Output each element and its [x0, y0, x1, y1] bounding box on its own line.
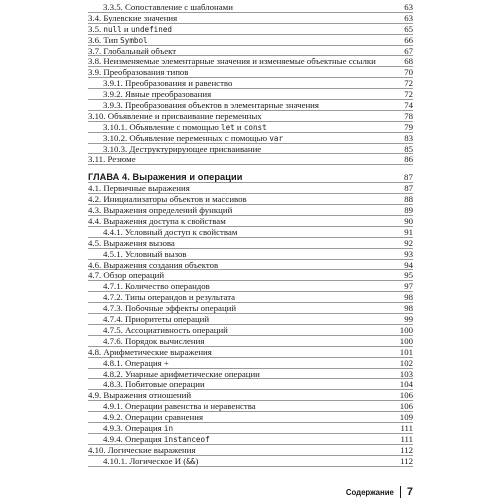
toc-entry-page: 112 [400, 444, 413, 455]
title-fragment: 3.8. Неизменяемые элементарные значения и изменяемые объектные ссылки [88, 56, 376, 67]
title-fragment: 3.10.3. Деструктурирующее присваивание [103, 143, 262, 154]
title-fragment: 3.7. Глобальный объект [88, 45, 177, 56]
title-fragment: 4.7.4. Приоритеты операций [103, 314, 210, 325]
toc-entry-title [88, 154, 136, 165]
toc-entry-page: 106 [399, 390, 413, 401]
toc-entry-title [103, 100, 319, 111]
title-fragment: 4.9.4. Операция [103, 433, 164, 444]
toc-entry[interactable] [88, 445, 413, 456]
toc-entry[interactable] [88, 133, 413, 144]
code-fragment: const [243, 122, 267, 132]
code-fragment: null [103, 24, 122, 34]
title-fragment: 3.9.3. Преобразования объектов в элементарные значения [103, 100, 319, 111]
toc-entry-title [103, 379, 205, 390]
title-fragment: 4.4.1. Условный доступ к свойствам [103, 226, 238, 237]
toc-entry[interactable] [88, 249, 413, 260]
toc-entry[interactable] [88, 314, 413, 325]
title-fragment: 4.5.1. Условный вызов [103, 248, 187, 259]
footer-section-title: Содержание [345, 487, 394, 497]
toc-entry[interactable] [88, 401, 413, 412]
toc-entry-title [103, 325, 228, 336]
toc-entry-page: 90 [404, 216, 413, 227]
title-fragment: 4.7. Обзор операций [88, 270, 165, 281]
title-fragment: 3.5. [88, 23, 104, 34]
toc-entry-title [103, 401, 256, 412]
toc-entry-page: 98 [404, 292, 413, 303]
toc-entry-title [88, 216, 226, 227]
toc-entry-title [103, 2, 233, 13]
toc-entry-page: 93 [404, 248, 413, 259]
toc-entry-page: 68 [404, 56, 413, 67]
table-of-contents [88, 2, 413, 467]
toc-entry-page: 99 [404, 314, 413, 325]
toc-entry[interactable] [88, 35, 413, 46]
title-fragment: 4.10. Логические выражения [88, 444, 196, 455]
toc-entry-title [103, 89, 211, 100]
toc-entry[interactable] [88, 122, 413, 133]
toc-entry-page: 95 [404, 270, 413, 281]
toc-entry-title [103, 358, 169, 369]
toc-entry[interactable] [88, 56, 413, 67]
chapter-heading[interactable] [88, 171, 413, 183]
toc-entry[interactable] [88, 205, 413, 216]
toc-entry-page: 88 [404, 194, 413, 205]
title-fragment: 4.4. Выражения доступа к свойствам [88, 216, 226, 227]
toc-entry[interactable] [88, 281, 413, 292]
toc-entry-page: 89 [404, 205, 413, 216]
title-fragment: 3.9.1. Преобразования и равенство [103, 78, 233, 89]
title-fragment: 4.8. Арифметические выражения [88, 346, 212, 357]
title-fragment: 4.7.1. Количество операндов [103, 281, 210, 292]
toc-entry-page: 87 [404, 183, 413, 194]
toc-entry-page: 103 [399, 368, 413, 379]
toc-entry[interactable] [88, 78, 413, 89]
toc-entry-page: 100 [399, 335, 413, 346]
title-fragment: 4.7.6. Порядок вычисления [103, 335, 205, 346]
toc-entry[interactable] [88, 390, 413, 401]
title-fragment: 3.3.5. Сопоставление с шаблонами [103, 2, 233, 12]
title-fragment: 4.7.3. Побочные эффекты операций [103, 303, 237, 314]
toc-entry-page: 85 [404, 143, 413, 154]
toc-entry[interactable] [88, 369, 413, 380]
toc-entry-title [103, 314, 209, 325]
toc-entry-page: 101 [399, 346, 413, 357]
toc-entry[interactable] [88, 89, 413, 100]
toc-entry-page: 94 [404, 259, 413, 270]
toc-entry-page: 92 [404, 237, 413, 248]
chapter-page: 87 [404, 172, 413, 183]
title-fragment: и [121, 23, 131, 34]
toc-entry[interactable] [88, 260, 413, 271]
title-fragment: 3.9. Преобразования типов [88, 67, 189, 78]
title-fragment: 4.3. Выражения определений функций [88, 205, 233, 216]
toc-entry-title [88, 238, 175, 249]
chapter-title: ГЛАВА 4. Выражения и операции [88, 172, 243, 183]
toc-entry[interactable] [88, 144, 413, 155]
title-fragment: 4.7.2. Типы операндов и результата [103, 292, 236, 303]
toc-entry[interactable] [88, 154, 413, 165]
toc-entry-title [88, 347, 212, 358]
toc-entry-title [103, 336, 204, 347]
toc-entry-page: 106 [399, 401, 413, 412]
toc-entry-title [88, 390, 191, 401]
toc-entry[interactable] [88, 216, 413, 227]
toc-entry-title [103, 292, 235, 303]
footer-divider [400, 486, 401, 498]
code-fragment: in [163, 423, 174, 433]
title-fragment: 4.8.1. Операция + [103, 357, 169, 368]
toc-entry-page: 100 [399, 324, 413, 335]
toc-entry-page: 112 [400, 455, 413, 466]
toc-entry-page: 98 [404, 303, 413, 314]
toc-entry[interactable] [88, 227, 413, 238]
toc-entry-page: 78 [404, 110, 413, 121]
toc-entry[interactable] [88, 238, 413, 249]
toc-entry[interactable] [88, 292, 413, 303]
toc-entry-page: 83 [404, 132, 413, 143]
toc-entry[interactable] [88, 270, 413, 281]
toc-entry-title [88, 67, 188, 78]
title-fragment: 4.5. Выражения вызова [88, 237, 175, 248]
title-fragment: 4.10.1. Логическое И ( [103, 455, 187, 466]
title-fragment: 4.1. Первичные выражения [88, 183, 190, 194]
toc-entry[interactable] [88, 67, 413, 78]
toc-entry-title [88, 13, 177, 24]
toc-entry[interactable] [88, 434, 413, 445]
toc-entry[interactable] [88, 379, 413, 390]
toc-entry[interactable] [88, 183, 413, 194]
toc-entry-page: 74 [404, 100, 413, 111]
toc-entry-page: 111 [400, 422, 413, 433]
code-fragment: undefined [130, 24, 172, 34]
toc-entry-page: 70 [404, 67, 413, 78]
toc-entry-title [88, 205, 232, 216]
toc-entry-page: 97 [404, 281, 413, 292]
title-fragment: 4.2. Инициализаторы объектов и массивов [88, 194, 247, 205]
page-number: 7 [406, 486, 413, 498]
toc-entry-page: 63 [404, 2, 413, 12]
title-fragment: ) [195, 455, 199, 466]
toc-entry-title [103, 456, 198, 468]
toc-entry[interactable] [88, 456, 413, 467]
toc-entry[interactable] [88, 13, 413, 24]
toc-entry-title [88, 270, 164, 281]
title-fragment: 3.10.2. Объявление переменных с помощью [103, 132, 270, 143]
title-fragment: 4.7.5. Ассоциативность операций [103, 324, 228, 335]
title-fragment: 4.6. Выражения создания объектов [88, 259, 219, 270]
title-fragment: 3.11. Резюме [88, 154, 136, 165]
toc-entry-title [103, 369, 260, 380]
toc-entry-title [88, 260, 218, 271]
title-fragment: 3.9.2. Явные преобразования [103, 89, 212, 100]
toc-entry-title [103, 412, 203, 423]
code-fragment: instanceof [163, 434, 210, 444]
toc-entry-page: 67 [404, 45, 413, 56]
title-fragment: 4.9.1. Операции равенства и неравенства [103, 401, 256, 412]
toc-entry-title [88, 194, 247, 205]
toc-entry-title [103, 281, 210, 292]
toc-entry-title [88, 183, 190, 194]
title-fragment: и [234, 121, 244, 132]
toc-entry[interactable] [88, 2, 413, 13]
toc-entry[interactable] [88, 24, 413, 35]
toc-entry-title [103, 78, 232, 89]
toc-entry-page: 72 [404, 78, 413, 89]
code-fragment: var [269, 133, 284, 143]
toc-entry-page: 111 [400, 433, 413, 444]
toc-entry-title [103, 249, 187, 260]
toc-entry-title [103, 144, 261, 155]
toc-entry-page: 104 [399, 379, 413, 390]
toc-entry-page: 86 [404, 154, 413, 165]
title-fragment: 3.6. Тип [88, 34, 121, 45]
title-fragment: 3.10. Объявление и присваивание переменных [88, 110, 262, 121]
toc-entry-title [103, 227, 237, 238]
toc-entry-page: 66 [404, 34, 413, 45]
toc-entry[interactable] [88, 100, 413, 111]
code-fragment: Symbol [120, 35, 148, 45]
toc-entry-page: 72 [404, 89, 413, 100]
toc-entry[interactable] [88, 412, 413, 423]
toc-entry-page: 63 [404, 12, 413, 23]
title-fragment: 3.4. Булевские значения [88, 12, 178, 23]
toc-entry[interactable] [88, 347, 413, 358]
toc-entry-page: 79 [404, 121, 413, 132]
toc-entry-title [88, 445, 196, 456]
toc-entry-page: 109 [399, 412, 413, 423]
title-fragment: 4.8.2. Унарные арифметические операции [103, 368, 260, 379]
title-fragment: 4.8.3. Побитовые операции [103, 379, 205, 390]
page-footer [88, 486, 413, 498]
toc-entry[interactable] [88, 46, 413, 57]
toc-entry-page: 91 [404, 226, 413, 237]
code-fragment: let [221, 122, 235, 132]
toc-entry-title [88, 46, 176, 57]
toc-entry[interactable] [88, 303, 413, 314]
toc-section-chapter-4 [88, 183, 413, 466]
toc-entry[interactable] [88, 194, 413, 205]
title-fragment: 3.10.1. Объявление с помощью [103, 121, 222, 132]
toc-entry[interactable] [88, 423, 413, 434]
toc-entry-page: 65 [404, 23, 413, 34]
toc-entry[interactable] [88, 358, 413, 369]
toc-entry-title [88, 56, 376, 67]
toc-entry-title [103, 303, 236, 314]
title-fragment: 4.9.2. Операции сравнения [103, 412, 204, 423]
code-fragment: && [186, 456, 196, 466]
toc-entry-page: 102 [399, 357, 413, 368]
toc-entry-title [88, 111, 262, 122]
title-fragment: 4.9. Выражения отношений [88, 390, 192, 401]
toc-entry[interactable] [88, 111, 413, 122]
toc-section-chapter-3 [88, 2, 413, 165]
toc-entry[interactable] [88, 325, 413, 336]
title-fragment: 4.9.3. Операция [103, 422, 164, 433]
toc-entry[interactable] [88, 336, 413, 347]
